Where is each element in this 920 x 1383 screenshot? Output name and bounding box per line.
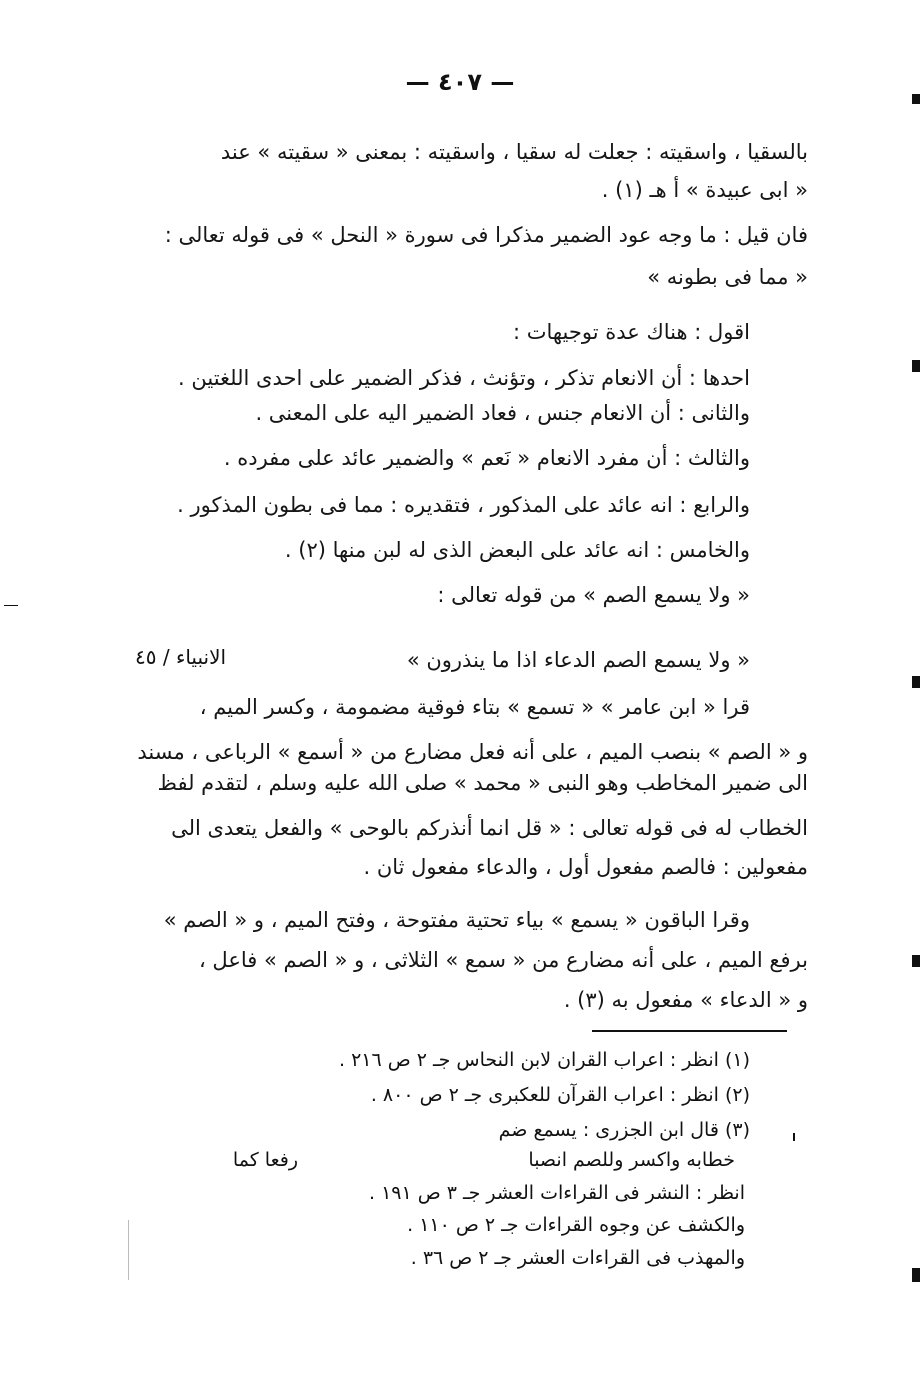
footnote: والكشف عن وجوه القراءات جـ ٢ ص ١١٠ . (407, 1214, 745, 1236)
footnote: انظر : النشر فى القراءات العشر جـ ٣ ص ١٩١ . (369, 1182, 745, 1204)
text-line: الى ضمير المخاطب وهو النبى « محمد » صلى الله عليه وسلم ، لتقدم لفظ (157, 771, 808, 795)
footnote: (٢) انظر : اعراب القرآن للعكبرى جـ ٢ ص ٨٠٠ . (370, 1084, 750, 1106)
page-number: — ٤٠٧ — (405, 68, 515, 96)
text-line: احدها : أن الانعام تذكر ، وتؤنث ، فذكر الضمير على احدى اللغتين . (178, 366, 750, 390)
text-line: والثالث : أن مفرد الانعام « نَعم » والضمير عائد على مفرده . (223, 446, 750, 470)
verse-reference: الانبياء / ٤٥ (135, 645, 227, 669)
footnote-poem-line: رفعا كما (232, 1149, 298, 1171)
text-line: و « الدعاء » مفعول به (٣) . (563, 988, 808, 1012)
text-line: برفع الميم ، على أنه مضارع من « سمع » الثلاثى ، و « الصم » فاعل ، (198, 948, 808, 972)
scan-mark (4, 605, 18, 606)
footnote: والمهذب فى القراءات العشر جـ ٢ ص ٣٦ . (410, 1247, 745, 1269)
text-line: والخامس : انه عائد على البعض الذى له لبن منها (٢) . (284, 538, 750, 562)
text-line: فان قيل : ما وجه عود الضمير مذكرا فى سورة « النحل » فى قوله تعالى : (164, 223, 808, 247)
text-line: والرابع : انه عائد على المذكور ، فتقديره : مما فى بطون المذكور . (177, 493, 750, 517)
scan-mark (912, 360, 920, 372)
scan-mark (793, 1133, 795, 1141)
footnote: (١) انظر : اعراب القران لابن النحاس جـ ٢ ص ٢١٦ . (338, 1049, 750, 1071)
text-line: مفعولين : فالصم مفعول أول ، والدعاء مفعول ثان . (363, 855, 808, 879)
text-line: « مما فى بطونه » (647, 265, 808, 289)
footnote-poem-line: خطابه واكسر وللصم انصبا (528, 1149, 735, 1171)
scan-mark (912, 955, 920, 967)
footnote-separator (592, 1030, 787, 1032)
text-line: بالسقيا ، واسقيته : جعلت له سقيا ، واسقيته : بمعنى « سقيته » عند (220, 140, 808, 164)
scan-mark (912, 1268, 920, 1282)
text-line: و « الصم » بنصب الميم ، على أنه فعل مضارع من « أسمع » الرباعى ، مسند (137, 740, 808, 764)
scan-mark (912, 94, 920, 104)
footnote: (٣) قال ابن الجزرى : يسمع ضم (498, 1119, 750, 1141)
text-line: قرا « ابن عامر » « تسمع » بتاء فوقية مضمومة ، وكسر الميم ، (199, 695, 750, 719)
quran-verse: « ولا يسمع الصم الدعاء اذا ما ينذرون » (406, 648, 750, 672)
text-line: « ولا يسمع الصم » من قوله تعالى : (437, 583, 750, 607)
text-line: الخطاب له فى قوله تعالى : « قل انما أنذركم بالوحى » والفعل يتعدى الى (171, 816, 808, 840)
text-line: « ابى عبيدة » أ هـ (١) . (601, 178, 808, 202)
text-line: والثانى : أن الانعام جنس ، فعاد الضمير اليه على المعنى . (255, 401, 750, 425)
text-line: اقول : هناك عدة توجيهات : (512, 320, 750, 344)
scan-mark (128, 1220, 129, 1280)
scan-mark (912, 676, 920, 688)
text-line: وقرا الباقون « يسمع » بياء تحتية مفتوحة ، وفتح الميم ، و « الصم » (163, 908, 750, 932)
